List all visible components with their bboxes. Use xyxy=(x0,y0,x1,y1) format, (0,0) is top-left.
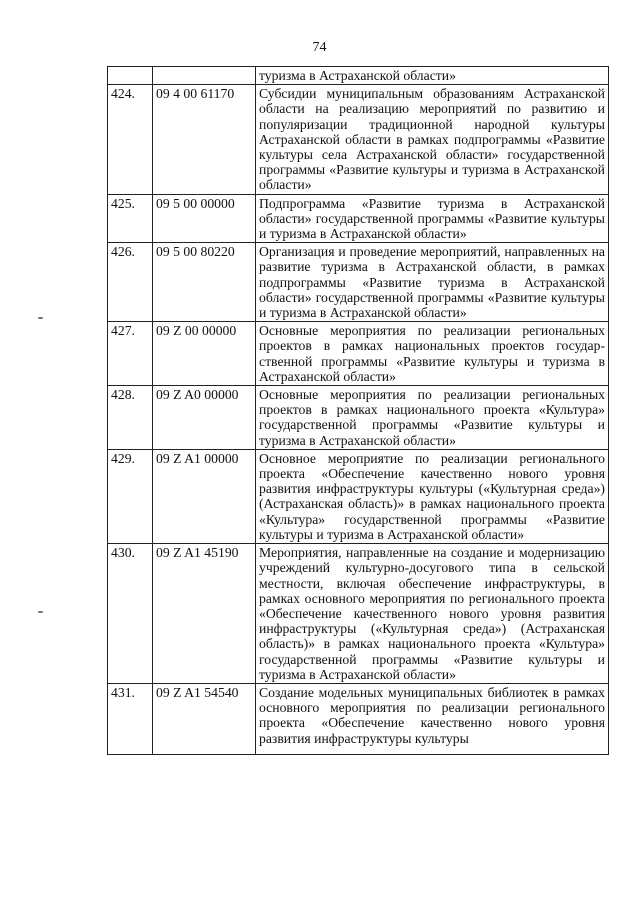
table-row xyxy=(108,322,609,386)
page-number: 74 xyxy=(312,40,327,55)
scan-artifact-mark xyxy=(38,317,43,319)
row-number-cell: 424. xyxy=(108,85,153,194)
scan-artifact-mark xyxy=(38,611,43,613)
description-cell: Создание модельных муниципальных библиотек в рамках основного мероприятия по реализации регионального проекта «Обеспечение качественно нового уровня развития инфраструктуры культуры xyxy=(256,683,609,754)
description-cell: Основные мероприятия по реализации региональных проектов в рамках национальных проектов государственной программы «Развитие культуры и туризма в Астраханской области» xyxy=(256,322,609,386)
table-row xyxy=(108,85,609,194)
target-code-cell: 09 Z A1 00000 xyxy=(153,449,256,543)
description-cell: Субсидии муниципальным образованиям Астраханской области на реализацию мероприятий по развитию и популяризации традиционной народной культуры Астраханской области в рамках подпрограммы «Развитие культуры села Астраханской области» государственной программы «Развитие культуры и туризма в Астраханской области» xyxy=(256,85,609,194)
table-row xyxy=(108,449,609,543)
target-code-cell: 09 Z A1 54540 xyxy=(153,683,256,754)
target-code-cell: 09 5 00 00000 xyxy=(153,194,256,243)
table-row xyxy=(108,243,609,322)
description-cell: Основное мероприятие по реализации регионального проекта «Обеспечение качественно нового уровня развития инфраструктуры культуры («Культурная среда») (Астраханская область)» в рамках национального проекта «Культура» государственной программы «Развитие культуры и туризма в Астраханской области» xyxy=(256,449,609,543)
row-number-cell: 426. xyxy=(108,243,153,322)
table-row xyxy=(108,194,609,243)
target-code-cell: 09 Z A1 45190 xyxy=(153,544,256,684)
budget-classification-table xyxy=(107,66,609,755)
row-number-cell: 427. xyxy=(108,322,153,386)
target-code-cell: 09 5 00 80220 xyxy=(153,243,256,322)
target-code-cell xyxy=(153,67,256,85)
description-cell: Организация и проведение мероприятий, направленных на развитие туризма в Астраханской области, в рамках подпрограммы «Развитие туризма в Астраханской области» государственной программы «Развитие культуры и туризма в Астраханской области» xyxy=(256,243,609,322)
description-cell: Подпрограмма «Развитие туризма в Астраханской области» государственной программы «Развитие культуры и туризма в Астраханской области» xyxy=(256,194,609,243)
target-code-cell: 09 4 00 61170 xyxy=(153,85,256,194)
table-row xyxy=(108,683,609,754)
row-number-cell xyxy=(108,67,153,85)
description-cell: туризма в Астраханской области» xyxy=(256,67,609,85)
table-row xyxy=(108,386,609,450)
target-code-cell: 09 Z 00 00000 xyxy=(153,322,256,386)
row-number-cell: 428. xyxy=(108,386,153,450)
row-number-cell: 425. xyxy=(108,194,153,243)
table-row xyxy=(108,67,609,85)
target-code-cell: 09 Z A0 00000 xyxy=(153,386,256,450)
description-cell: Мероприятия, направленные на создание и модернизацию учреждений культурно-досугового типа в сельской местности, включая обеспечение инфраструктуры, в рамках основного мероприятия по регионального проекта «Обеспечение качественного нового уровня развития инфраструктуры («Культурная среда») (Астраханская область)» в рамках национального проекта «Культура» государственной программы «Развитие культуры и туризма в Астраханской области» xyxy=(256,544,609,684)
row-number-cell: 430. xyxy=(108,544,153,684)
description-cell: Основные мероприятия по реализации региональных проектов в рамках национального проекта «Культура» государственной программы «Развитие культуры и туризма в Астраханской области» xyxy=(256,386,609,450)
row-number-cell: 429. xyxy=(108,449,153,543)
table-row xyxy=(108,544,609,684)
row-number-cell: 431. xyxy=(108,683,153,754)
